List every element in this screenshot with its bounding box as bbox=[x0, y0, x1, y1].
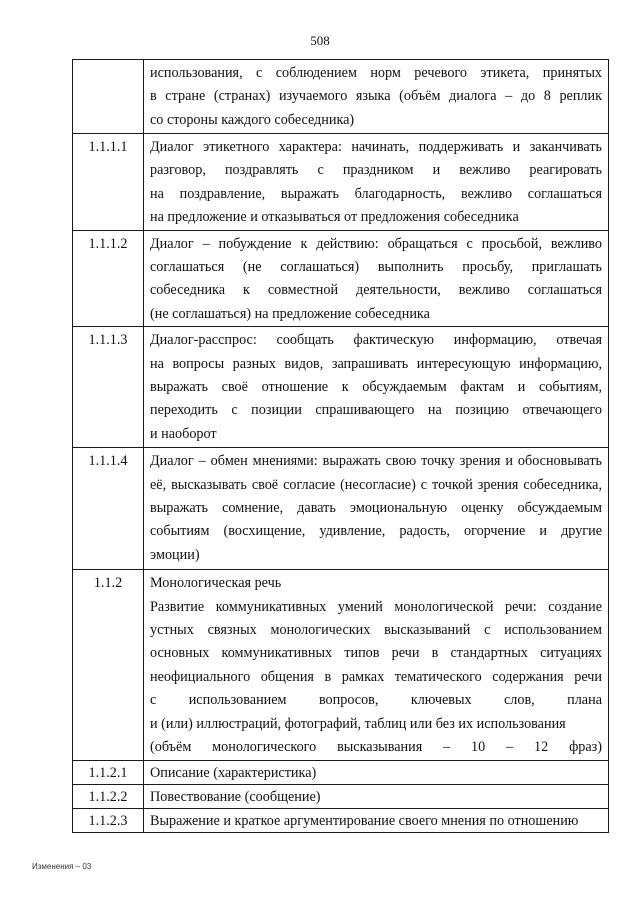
text-line: и наоборот bbox=[150, 425, 217, 442]
text-line: на поздравление, выражать благодарность, вежливо соглашаться bbox=[150, 185, 602, 202]
text-line: её, высказывать своё согласие (несогласие) с точкой зрения собеседника, bbox=[150, 476, 602, 493]
table-row bbox=[73, 570, 609, 761]
section-code: 1.1.2 bbox=[73, 570, 144, 761]
table-row bbox=[73, 134, 609, 231]
section-code: 1.1.1.3 bbox=[73, 327, 144, 448]
table-row bbox=[73, 60, 609, 134]
text-line: Диалог этикетного характера: начинать, поддерживать и заканчивать bbox=[150, 139, 602, 155]
text-line: устных связных монологических высказываний с использованием bbox=[150, 622, 602, 639]
text-line: собеседника к совместной деятельности, вежливо соглашаться bbox=[150, 282, 602, 299]
table-row bbox=[73, 785, 609, 809]
text-line: Диалог – побуждение к действию: обращаться с просьбой, вежливо bbox=[150, 235, 602, 252]
text-line: в стране (странах) изучаемого языка (объём диалога – до 8 реплик bbox=[150, 88, 602, 105]
text-line: неофициального общения в рамках тематического содержания речи bbox=[150, 668, 602, 685]
section-code bbox=[73, 60, 144, 134]
text-line: и (или) иллюстраций, фотографий, таблиц или без их использования bbox=[150, 715, 566, 732]
text-line: Развитие коммуникативных умений монологической речи: создание bbox=[150, 598, 602, 615]
page-number: 508 bbox=[310, 33, 330, 48]
section-code: 1.1.2.2 bbox=[73, 785, 144, 809]
section-description bbox=[144, 809, 609, 833]
section-code: 1.1.1.1 bbox=[73, 134, 144, 231]
table-row bbox=[73, 809, 609, 833]
text-line: Повествование (сообщение) bbox=[150, 789, 321, 806]
text-line: основных коммуникативных типов речи в стандартных ситуациях bbox=[150, 645, 602, 662]
text-line: Диалог – обмен мнениями: выражать свою точку зрения и обосновывать bbox=[150, 453, 602, 470]
section-code: 1.1.2.3 bbox=[73, 809, 144, 833]
text-line: (не соглашаться) на предложение собеседника bbox=[150, 305, 430, 322]
text-line: выражать сомнение, давать эмоциональную оценку обсуждаемым bbox=[150, 500, 602, 517]
text-line: Выражение и краткое аргументирование своего мнения по отношению bbox=[150, 813, 579, 830]
text-line: на вопросы разных видов, запрашивать интересующую информацию, bbox=[150, 355, 602, 372]
text-line: использования, с соблюдением норм речевого этикета, принятых bbox=[150, 65, 602, 81]
text-line: Монологическая речь bbox=[150, 575, 282, 592]
footer-revision-note: Изменения – 03 bbox=[32, 862, 92, 871]
text-line: разговор, поздравлять с праздником и вежливо реагировать bbox=[150, 162, 602, 179]
text-line: на предложение и отказываться от предложения собеседника bbox=[150, 209, 519, 226]
text-line: (объём монологического высказывания – 10 – 12 фраз) bbox=[150, 739, 602, 756]
section-code: 1.1.1.2 bbox=[73, 230, 144, 327]
text-line: событиям (восхищение, удивление, радость, огорчение и другие bbox=[150, 523, 602, 540]
section-description bbox=[144, 570, 609, 761]
text-line: эмоции) bbox=[150, 546, 200, 563]
table-row bbox=[73, 230, 609, 327]
text-line: переходить с позиции спрашивающего на позицию отвечающего bbox=[150, 402, 602, 419]
curriculum-table bbox=[72, 59, 609, 833]
table-row bbox=[73, 327, 609, 448]
section-code: 1.1.1.4 bbox=[73, 448, 144, 570]
section-description bbox=[144, 761, 609, 785]
text-line: Описание (характеристика) bbox=[150, 765, 317, 782]
section-code: 1.1.2.1 bbox=[73, 761, 144, 785]
section-description bbox=[144, 230, 609, 327]
text-line: со стороны каждого собеседника) bbox=[150, 111, 355, 128]
text-line: выражать своё отношение к обсуждаемым фактам и событиям, bbox=[150, 379, 602, 396]
table-row bbox=[73, 448, 609, 570]
table-row bbox=[73, 761, 609, 785]
section-description bbox=[144, 60, 609, 134]
section-description bbox=[144, 327, 609, 448]
section-description bbox=[144, 448, 609, 570]
text-line: с использованием вопросов, ключевых слов, плана bbox=[150, 692, 602, 709]
section-description bbox=[144, 785, 609, 809]
section-description bbox=[144, 134, 609, 231]
text-line: Диалог-расспрос: сообщать фактическую информацию, отвечая bbox=[150, 332, 602, 349]
text-line: соглашаться (не соглашаться) выполнить просьбу, приглашать bbox=[150, 259, 602, 276]
